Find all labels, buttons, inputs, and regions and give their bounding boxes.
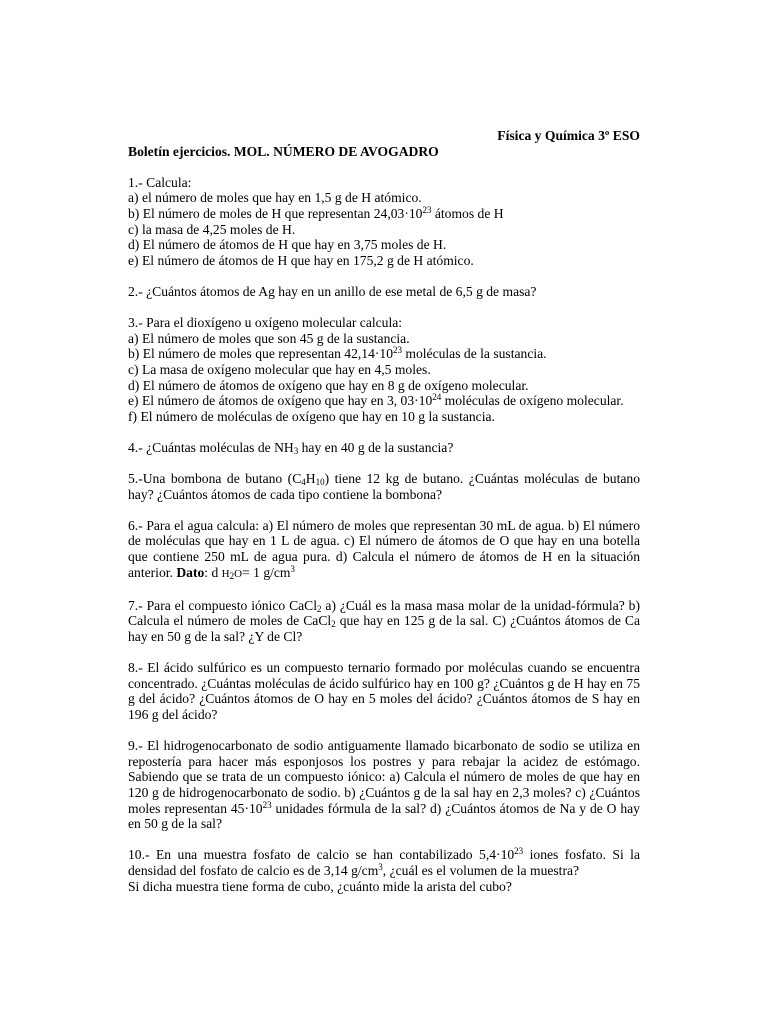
exercise-3-b: b) El número de moles que representan $42,14\cdot 10^{23}$ moléculas de la sustancia.: [128, 345, 547, 362]
exercise-3-c: c) La masa de oxígeno molecular que hay en 4,5 moles.: [128, 361, 431, 377]
exercise-3-e: e) El número de átomos de oxígeno que hay en 3, $03\cdot 10^{24}$ moléculas de oxígeno molecular.: [128, 392, 624, 409]
exercise-1-d: d) El número de átomos de H que hay en 3,75 moles de H.: [128, 237, 447, 253]
exercise-2: [128, 284, 640, 300]
exercise-10-text2: Si dicha muestra tiene forma de cubo, ¿cuánto mide la arista del cubo?: [128, 878, 512, 894]
exercise-1: [128, 175, 640, 269]
exercise-5: 5.-Una bombona de butano $(C_4H_{10})$ tiene 12 kg de butano. ¿Cuántas moléculas de butano hay? ¿Cuántos átomos de cada tipo contiene la bombona?: [128, 471, 640, 502]
exercise-3-a: a) El número de moles que son 45 g de la sustancia.: [128, 330, 410, 346]
exercise-10: [128, 847, 640, 894]
exercise-3-f: f) El número de moléculas de oxígeno que hay en 10 g la sustancia.: [128, 408, 495, 424]
exercise-3: [128, 315, 640, 424]
exercise-2-text: 2.- ¿Cuántos átomos de Ag hay en un anillo de ese metal de 6,5 g de masa?: [128, 283, 537, 299]
exercise-9: 9.- El hidrogenocarbonato de sodio antiguamente llamado bicarbonato de sodio se utiliza en repostería para hacer más esponjosos los postres y para rebajar la acidez de estómago. Sabiendo que se trata de un compuesto iónico: a) Calcula el número de moles de que hay en 120 g de hidrogenocarbonato de sodio. b) ¿Cuántos g de la sal hay en 2,3 moles? c) ¿Cuántos moles representan $45\cdot 10^{23}$ unidades fórmula de la sal? d) ¿Cuántos átomos de Na y de O hay en 50 g de la sal?: [128, 738, 640, 832]
exercise-4-text: 4.- ¿Cuántas moléculas de $NH_3$ hay en 40 g de la sustancia?: [128, 439, 454, 456]
exercise-8: 8.- El ácido sulfúrico es un compuesto ternario formado por moléculas cuando se encuentra concentrado. ¿Cuántas moléculas de ácido sulfúrico hay en 100 g? ¿Cuántos g de H hay en 75 g del ácido? ¿Cuántos átomos de O hay en 5 moles del ácido? ¿Cuántos átomos de S hay en 196 g del ácido?: [128, 660, 640, 722]
exercise-1-b: b) El número de moles de H que representan $24,03\cdot 10^{23}$ átomos de H: [128, 204, 504, 221]
exercise-6: 6.- Para el agua calcula: a) El número de moles que representan 30 mL de agua. b) El número de moléculas que hay en 1 L de agua. c) El número de átomos de O que hay en una botella que contiene 250 mL de agua pura. d) Calcula el número de átomos de H en la situación anterior. Dato: d $H_2O= 1$ $g/cm^3$: [128, 517, 640, 581]
exercise-1-intro: 1.- Calcula:: [128, 174, 192, 190]
exercise-1-a: a) el número de moles que hay en 1,5 g de H atómico.: [128, 190, 422, 206]
exercise-1-c: c) la masa de 4,25 moles de H.: [128, 221, 296, 237]
worksheet-page: [128, 128, 640, 894]
course-heading: Física y Química 3º ESO: [497, 128, 640, 143]
worksheet-title: Boletín ejercicios. MOL. NÚMERO DE AVOGADRO: [128, 143, 439, 159]
exercise-1-e: e) El número de átomos de H que hay en 175,2 g de H atómico.: [128, 252, 474, 268]
exercise-3-intro: 3.- Para el dioxígeno u oxígeno molecular calcula:: [128, 315, 403, 331]
exercise-7: 7.- Para el compuesto iónico CaCl$_2$ a) ¿Cuál es la masa masa molar de la unidad-fórmula? b) Calcula el número de moles de CaCl$_2$ que hay en 125 g de la sal. C) ¿Cuántos átomos de Ca hay en 50 g de la sal? ¿Y de Cl?: [128, 597, 640, 644]
exercise-4: [128, 440, 640, 456]
exercise-10-text: 10.- En una muestra fosfato de calcio se han contabilizado $5,4\cdot 10^{23}$ iones fosfato. Si la densidad del fosfato de calcio es de 3,14 $g/cm^3$, ¿cuál es el volumen de la muestra?: [128, 846, 640, 878]
exercise-3-d: d) El número de átomos de oxígeno que hay en 8 g de oxígeno molecular.: [128, 377, 529, 393]
